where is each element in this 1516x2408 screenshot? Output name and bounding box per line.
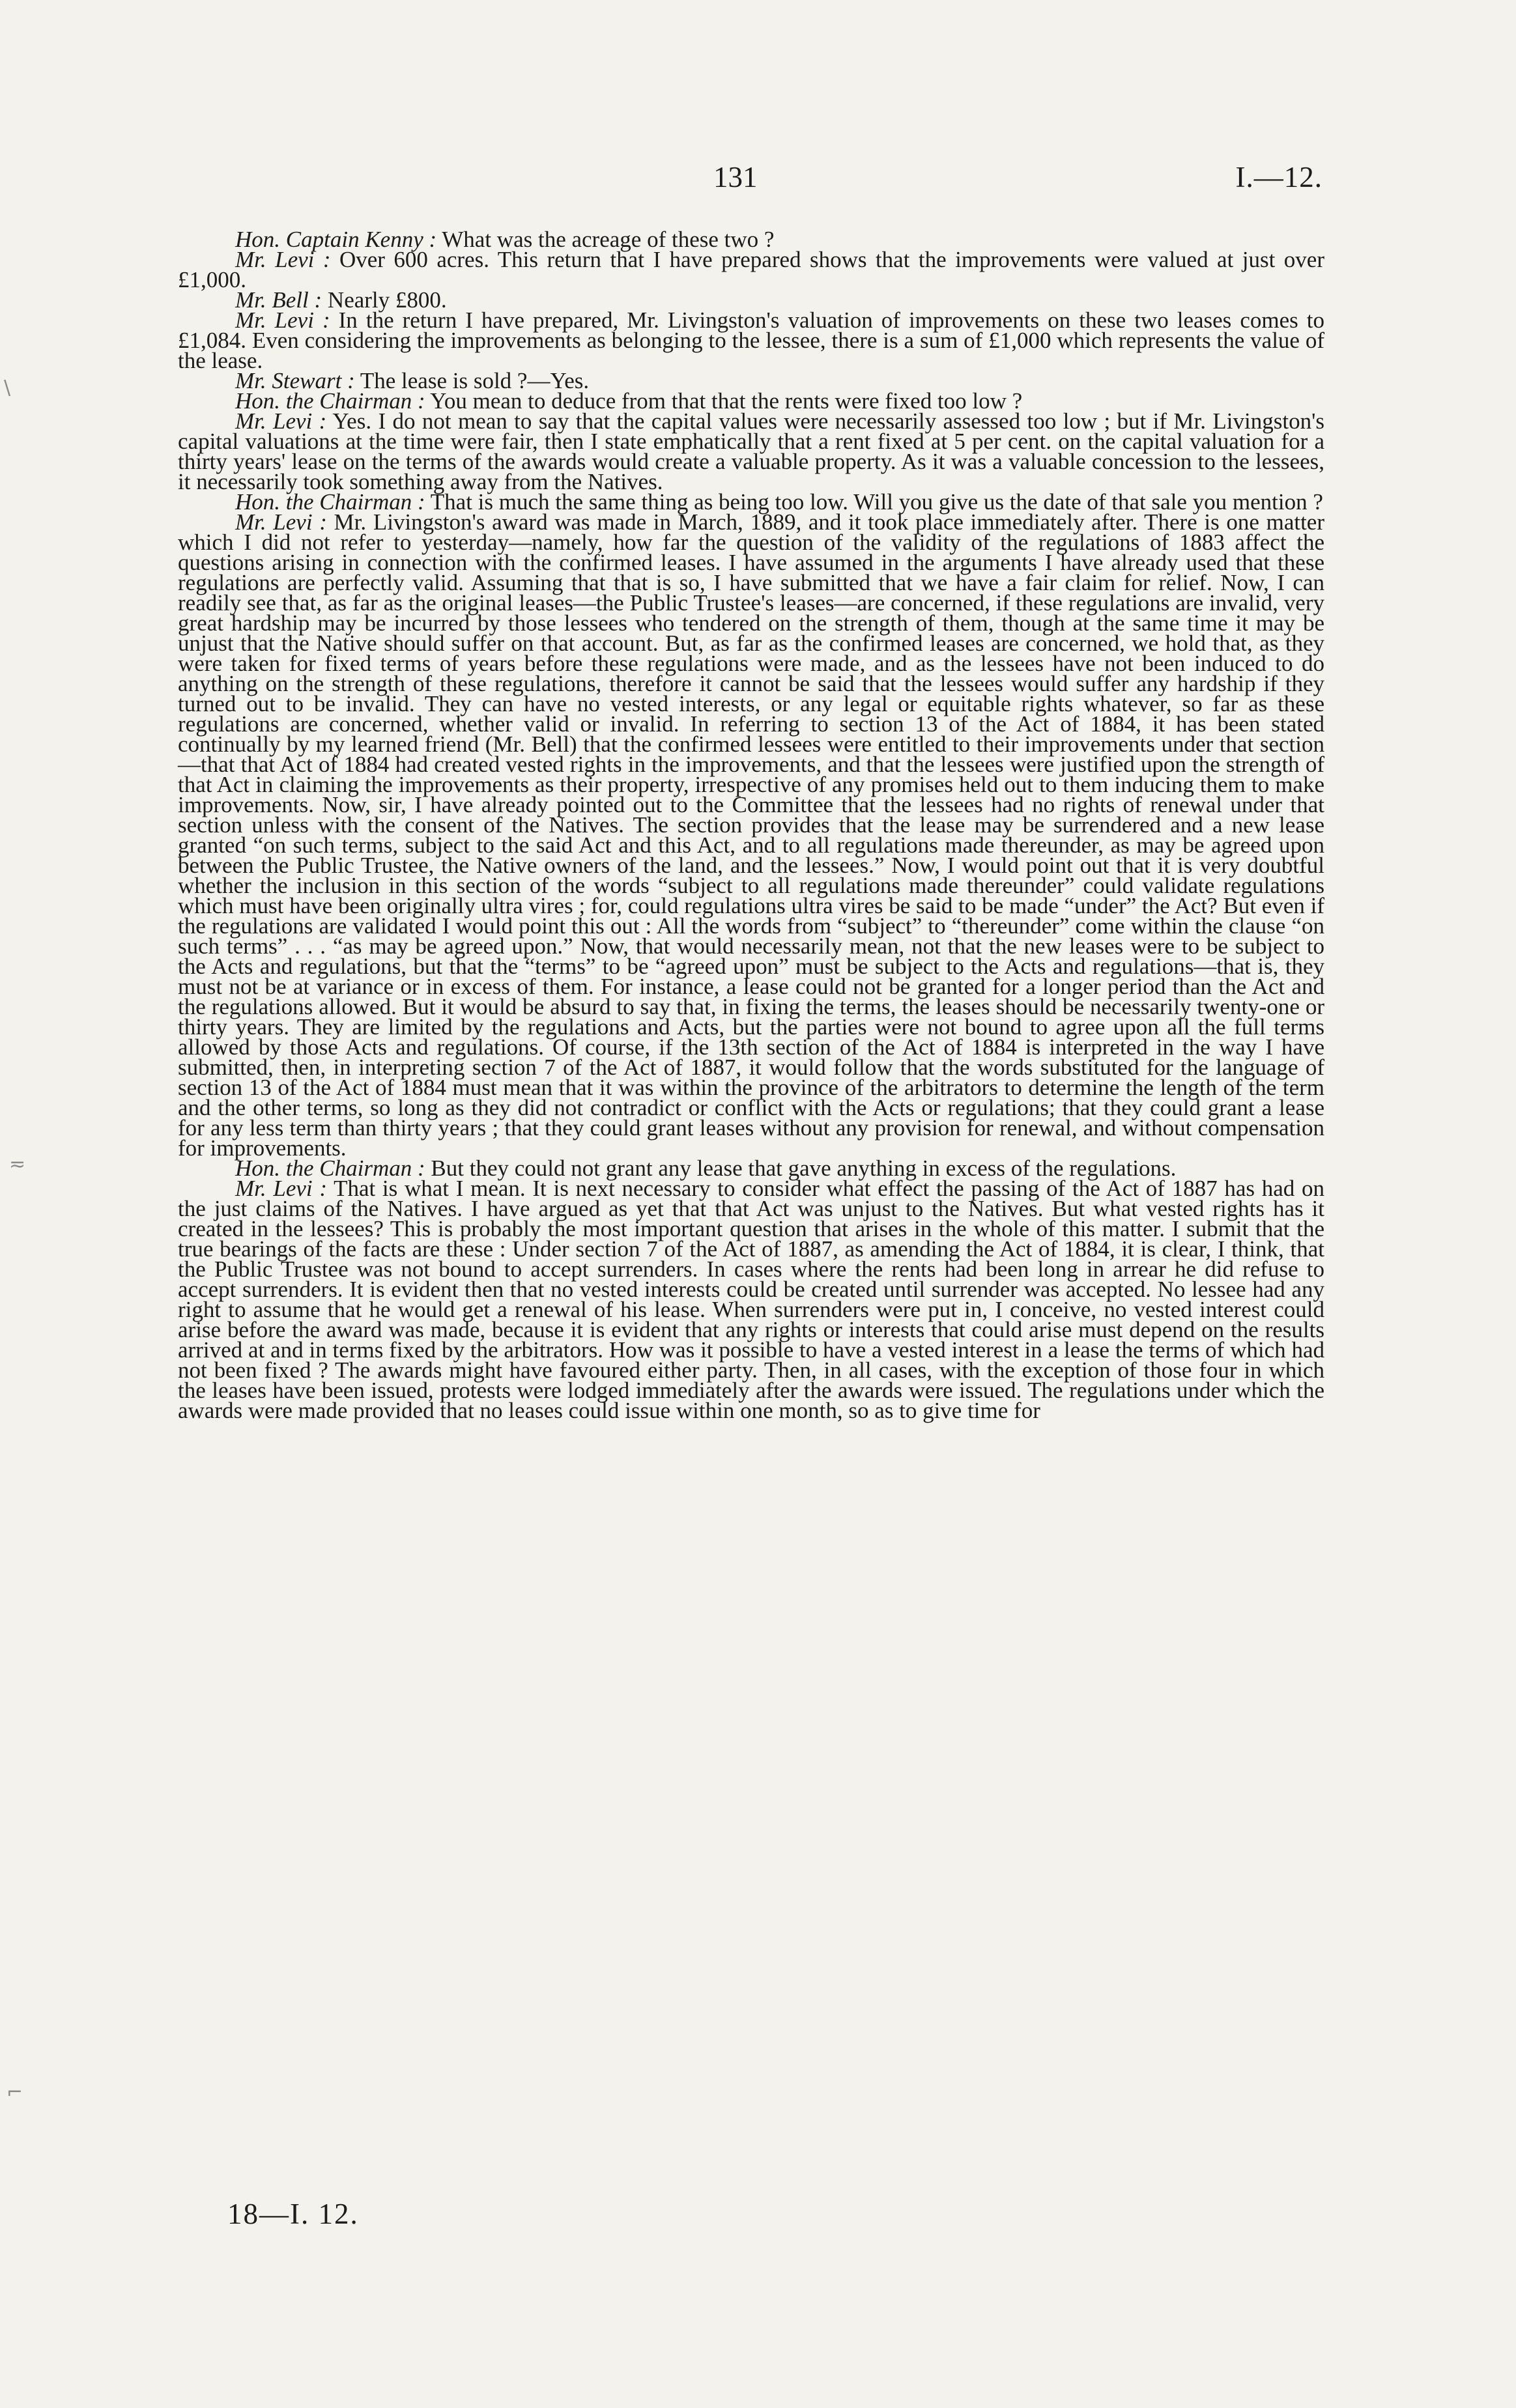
speaker-name: Mr. Bell : — [235, 287, 322, 313]
speech-text: That is what I mean. It is next necessary to consider what effect the passing of the Act of 1887 has had on the just claims of the Natives. I have argued as yet that that Act was unjust to the Natives. But what vested rights has it created in the lessees? This is probably the most important question that arises in the whole of this matter. I submit that the true bearings of the facts are these : Under section 7 of the Act of 1887, as amending the Act of 1884, it is clear, I think, that the Public Trustee was not bound to accept surrenders. In cases where the rents had been long in arrear he did refuse to accept surrenders. It is evident then that no vested interests could be created until surrender was accepted. No lessee had any right to assume that he would get a renewal of his lease. When surrenders were put in, I conceive, no vested interest could arise before the award was made, because it is evident that any rights or interests that could arise must depend on the results arrived at and in terms fixed by the arbitrators. How was it possible to have a vested interest in a lease the terms of which had not been fixed ? The awards might have favoured either party. Then, in all cases, with the exception of those four in which the leases have been issued, protests were lodged immediately after the awards were issued. The regulations under which the awards were made provided that no leases could issue within one month, so as to give time for — [178, 1176, 1325, 1423]
transcript-paragraph — [178, 307, 1324, 373]
speaker-name: Mr. Levi : — [235, 509, 327, 535]
speech-text: The lease is sold ?—Yes. — [354, 368, 590, 393]
speaker-name: Hon. Captain Kenny : — [235, 227, 437, 252]
speech-text: Nearly £800. — [322, 287, 447, 313]
paper-reference: I.—12. — [1235, 161, 1323, 193]
transcript-paragraph — [178, 1178, 1324, 1421]
page-header — [0, 160, 1516, 206]
transcript-paragraph — [178, 509, 1324, 1161]
speech-text: You mean to deduce from that that the rents were fixed too low ? — [425, 388, 1023, 414]
margin-mark: ≂ — [9, 1153, 26, 1176]
speech-text: That is much the same thing as being too low. Will you give us the date of that sale you mention ? — [425, 489, 1323, 515]
transcript-body — [178, 229, 1324, 1421]
signature-mark: 18—I. 12. — [227, 2198, 359, 2230]
speech-text: Over 600 acres. This return that I have prepared shows that the improvements were valued at just over £1,000. — [178, 247, 1324, 292]
speaker-name: Mr. Levi : — [235, 1176, 327, 1201]
transcript-paragraph — [178, 249, 1324, 290]
speech-text: In the return I have prepared, Mr. Livingston's valuation of improvements on these two leases comes to £1,084. Even considering the improvements as belonging to the lessee, there is a sum of £1,000 which represents the value of the lease. — [178, 307, 1324, 373]
speaker-name: Mr. Levi : — [235, 408, 327, 434]
speaker-name: Hon. the Chairman : — [235, 489, 425, 515]
speaker-name: Mr. Stewart : — [235, 368, 355, 393]
margin-mark: ⌐ — [7, 2081, 23, 2104]
page-number: 131 — [713, 161, 758, 193]
margin-mark: \ — [4, 376, 11, 399]
speaker-name: Mr. Levi : — [235, 247, 331, 272]
speech-text: What was the acreage of these two ? — [436, 227, 775, 252]
transcript-paragraph — [178, 408, 1324, 494]
speaker-name: Hon. the Chairman : — [235, 1155, 425, 1181]
speaker-name: Mr. Levi : — [235, 307, 330, 333]
speaker-name: Hon. the Chairman : — [235, 388, 425, 414]
speech-text: But they could not grant any lease that gave anything in excess of the regulations. — [425, 1155, 1177, 1181]
speech-text: Mr. Livingston's award was made in March, 1889, and it took place immediately after. There is one matter which I did not refer to yesterday—namely, how far the question of the validity of the regulations of 1883 affect the questions arising in connection with the confirmed leases. I have assumed in the arguments I have already used that these regulations are perfectly valid. Assuming that that is so, I have submitted that we have a fair claim for relief. Now, I can readily see that, as far as the original leases—the Public Trustee's leases—are concerned, if these regulations are invalid, very great hardship may be incurred by those lessees who tendered on the strength of them, though at the same time it may be unjust that the Native should suffer on that account. But, as far as the confirmed leases are concerned, we hold that, as they were taken for fixed terms of years before these regulations were made, and as the lessees have not been induced to do anything on the strength of these regulations, therefore it cannot be said that the lessees would suffer any hardship if they turned out to be invalid. They can have no vested interests, or any legal or equitable rights whatever, so far as these regulations are concerned, whether valid or invalid. In referring to section 13 of the Act of 1884, it has been stated continually by my learned friend (Mr. Bell) that the confirmed lessees were entitled to their improvements under that section—that that Act of 1884 had created vested rights in the improvements, and that the lessees were justified upon the strength of that Act in claiming the improvements as their property, irrespective of any promises held out to them inducing them to make improvements. Now, sir, I have already pointed out to the Committee that the lessees had no rights of renewal under that section unless with the consent of the Natives. The section provides that the lease may be surrendered and a new lease granted “on such terms, subject to the said Act and this Act, and to all regulations made thereunder, as may be agreed upon between the Public Trustee, the Native owners of the land, and the lessees.” Now, I would point out that it is very doubtful whether the inclusion in this section of the words “subject to all regulations made thereunder” could validate regulations which must have been originally ultra vires ; for, could regulations ultra vires be said to be made “under” the Act? But even if the regulations are validated I would point this out : All the words from “subject” to “thereunder” come within the clause “on such terms” . . . “as may be agreed upon.” Now, that would necessarily mean, not that the new leases were to be subject to the Acts and regulations, but that the “terms” to be “agreed upon” must be subject to the Acts and regulations—that is, they must not be at variance or in excess of them. For instance, a lease could not be granted for a longer period than the Act and the regulations allowed. But it would be absurd to say that, in fixing the terms, the leases should be necessarily twenty-one or thirty years. They are limited by the regulations and Acts, but the parties were not bound to agree upon all the full terms allowed by those Acts and regulations. Of course, if the 13th section of the Act of 1884 is interpreted in the way I have submitted, then, in interpreting section 7 of the Act of 1887, it would follow that the words substituted for the language of section 13 of the Act of 1884 must mean that it was within the province of the arbitrators to determine the length of the term and the other terms, so long as they did not contradict or conflict with the Acts or regulations; that they could grant a lease for any less term than thirty years ; that they could grant leases without any provision for renewal, and without compensation for improvements. — [178, 509, 1324, 1161]
speech-text: Yes. I do not mean to say that the capital values were necessarily assessed too low ; but if Mr. Livingston's capital valuations at the time were fair, then I state emphatically that a rent fixed at 5 per cent. on the capital valuation for a thirty years' lease on the terms of the awards would create a valuable property. As it was a valuable concession to the lessees, it necessarily took something away from the Natives. — [178, 408, 1324, 494]
